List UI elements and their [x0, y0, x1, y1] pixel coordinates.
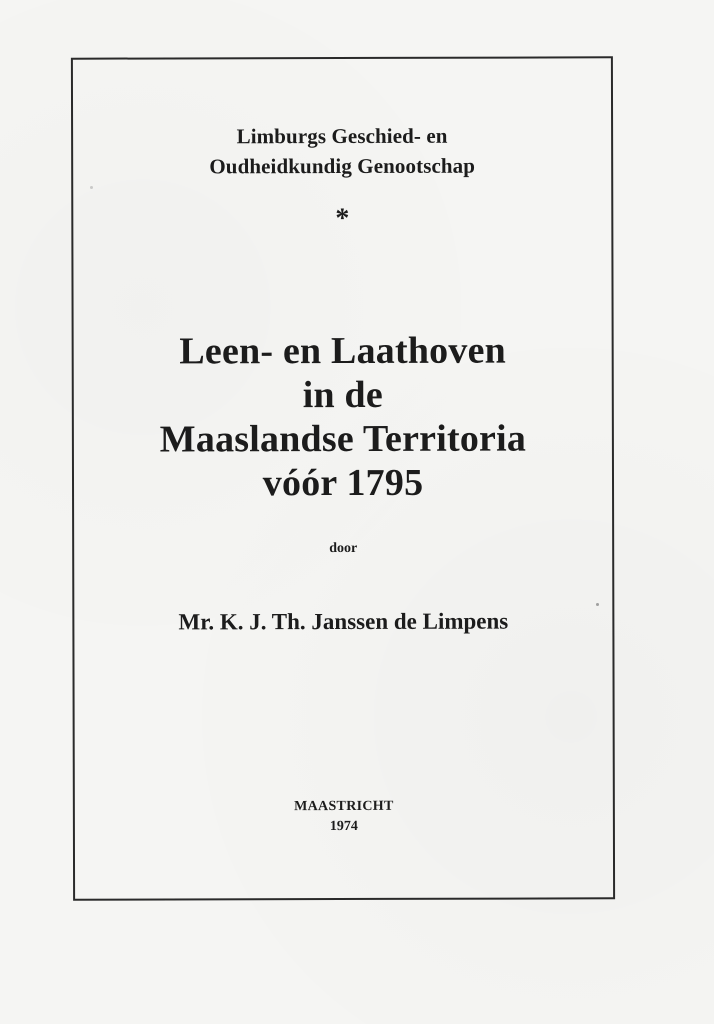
book-title-line-4: vóór 1795 — [262, 461, 424, 505]
asterisk-ornament: * — [335, 202, 350, 235]
book-title-line-2: in de — [302, 373, 383, 417]
cover-border-frame — [71, 56, 615, 900]
book-title-line-3: Maaslandse Territoria — [159, 417, 527, 461]
publication-year: 1974 — [329, 818, 358, 835]
publication-place: MAASTRICHT — [294, 798, 394, 815]
society-name-line-2: Oudheidkundig Genootschap — [209, 153, 476, 179]
by-label: door — [329, 540, 358, 557]
society-name-line-1: Limburgs Geschied- en — [236, 123, 448, 149]
author-name: Mr. K. J. Th. Janssen de Limpens — [178, 608, 509, 635]
book-title — [74, 328, 612, 505]
society-name — [73, 120, 611, 181]
book-title-line-1: Leen- en Laathoven — [179, 329, 507, 373]
